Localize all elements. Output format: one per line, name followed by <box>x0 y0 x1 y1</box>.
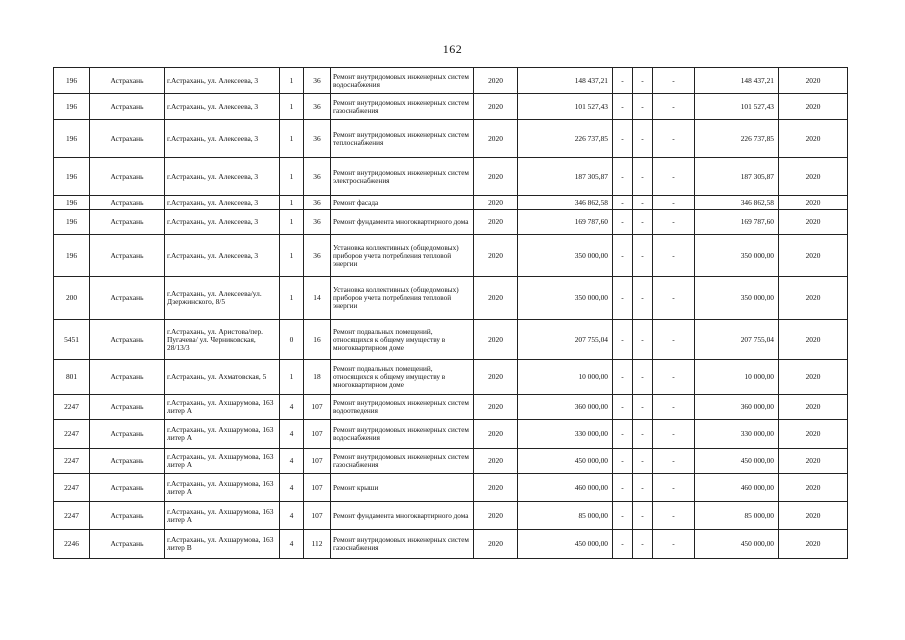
row-number-cell: 2247 <box>54 502 90 530</box>
work-type-cell: Установка коллективных (общедомовых) приборов учета потребления тепловой энергии <box>331 277 474 320</box>
year-cell: 2020 <box>474 449 518 474</box>
completion-year-cell: 2020 <box>779 94 848 120</box>
apartments-cell: 36 <box>304 120 331 158</box>
city-cell: Астрахань <box>90 360 165 395</box>
entrances-cell: 4 <box>280 502 304 530</box>
cost-cell: 101 527,43 <box>518 94 613 120</box>
year-cell: 2020 <box>474 420 518 449</box>
apartments-cell: 36 <box>304 158 331 196</box>
city-cell: Астрахань <box>90 158 165 196</box>
work-type-cell: Ремонт внутридомовых инженерных систем водоотведения <box>331 395 474 420</box>
dash-cell: - <box>633 158 653 196</box>
dash-cell: - <box>613 395 633 420</box>
dash-cell: - <box>613 120 633 158</box>
work-type-cell: Ремонт фундамента многоквартирного дома <box>331 210 474 235</box>
cost-cell: 360 000,00 <box>518 395 613 420</box>
address-cell: г.Астрахань, ул. Алексеева/ул. Дзержинского, 8/5 <box>165 277 280 320</box>
dash-cell: - <box>613 502 633 530</box>
dash-cell: - <box>613 449 633 474</box>
dash-cell: - <box>653 395 695 420</box>
year-cell: 2020 <box>474 158 518 196</box>
capital-repair-table <box>53 67 848 559</box>
dash-cell: - <box>653 210 695 235</box>
work-type-cell: Ремонт внутридомовых инженерных систем водоснабжения <box>331 68 474 94</box>
dash-cell: - <box>653 530 695 559</box>
work-type-cell: Ремонт фасада <box>331 196 474 210</box>
city-cell: Астрахань <box>90 196 165 210</box>
dash-cell: - <box>613 210 633 235</box>
dash-cell: - <box>633 196 653 210</box>
dash-cell: - <box>633 210 653 235</box>
dash-cell: - <box>613 474 633 502</box>
year-cell: 2020 <box>474 530 518 559</box>
table-row <box>54 449 848 474</box>
completion-year-cell: 2020 <box>779 158 848 196</box>
dash-cell: - <box>613 420 633 449</box>
dash-cell: - <box>653 360 695 395</box>
entrances-cell: 1 <box>280 196 304 210</box>
entrances-cell: 1 <box>280 120 304 158</box>
dash-cell: - <box>633 420 653 449</box>
city-cell: Астрахань <box>90 420 165 449</box>
year-cell: 2020 <box>474 502 518 530</box>
cost-total-cell: 350 000,00 <box>695 277 779 320</box>
city-cell: Астрахань <box>90 68 165 94</box>
row-number-cell: 801 <box>54 360 90 395</box>
table-row <box>54 474 848 502</box>
completion-year-cell: 2020 <box>779 320 848 360</box>
entrances-cell: 4 <box>280 395 304 420</box>
entrances-cell: 1 <box>280 68 304 94</box>
table-row <box>54 530 848 559</box>
cost-cell: 330 000,00 <box>518 420 613 449</box>
row-number-cell: 2247 <box>54 395 90 420</box>
work-type-cell: Ремонт крыши <box>331 474 474 502</box>
dash-cell: - <box>633 395 653 420</box>
table-row <box>54 277 848 320</box>
dash-cell: - <box>633 449 653 474</box>
city-cell: Астрахань <box>90 474 165 502</box>
dash-cell: - <box>653 502 695 530</box>
work-type-cell: Ремонт внутридомовых инженерных систем электроснабжения <box>331 158 474 196</box>
city-cell: Астрахань <box>90 449 165 474</box>
completion-year-cell: 2020 <box>779 196 848 210</box>
row-number-cell: 196 <box>54 68 90 94</box>
cost-total-cell: 350 000,00 <box>695 235 779 277</box>
dash-cell: - <box>653 94 695 120</box>
city-cell: Астрахань <box>90 395 165 420</box>
dash-cell: - <box>633 530 653 559</box>
address-cell: г.Астрахань, ул. Алексеева, 3 <box>165 94 280 120</box>
work-type-cell: Ремонт внутридомовых инженерных систем газоснабжения <box>331 94 474 120</box>
cost-total-cell: 450 000,00 <box>695 449 779 474</box>
apartments-cell: 36 <box>304 68 331 94</box>
cost-total-cell: 360 000,00 <box>695 395 779 420</box>
dash-cell: - <box>613 235 633 277</box>
completion-year-cell: 2020 <box>779 360 848 395</box>
dash-cell: - <box>613 320 633 360</box>
address-cell: г.Астрахань, ул. Ахшарумова, 163 литер А <box>165 420 280 449</box>
work-type-cell: Ремонт внутридомовых инженерных систем теплоснабжения <box>331 120 474 158</box>
table-row <box>54 196 848 210</box>
city-cell: Астрахань <box>90 210 165 235</box>
completion-year-cell: 2020 <box>779 395 848 420</box>
cost-cell: 10 000,00 <box>518 360 613 395</box>
dash-cell: - <box>633 277 653 320</box>
cost-total-cell: 148 437,21 <box>695 68 779 94</box>
dash-cell: - <box>633 68 653 94</box>
work-type-cell: Ремонт подвальных помещений, относящихся к общему имуществу в многоквартирном доме <box>331 360 474 395</box>
cost-cell: 169 787,60 <box>518 210 613 235</box>
address-cell: г.Астрахань, ул. Ахшарумова, 163 литер А <box>165 502 280 530</box>
apartments-cell: 107 <box>304 474 331 502</box>
cost-cell: 207 755,04 <box>518 320 613 360</box>
cost-cell: 346 862,58 <box>518 196 613 210</box>
apartments-cell: 107 <box>304 449 331 474</box>
table-row <box>54 68 848 94</box>
dash-cell: - <box>613 94 633 120</box>
year-cell: 2020 <box>474 196 518 210</box>
work-type-cell: Ремонт подвальных помещений, относящихся к общему имуществу в многоквартирном доме <box>331 320 474 360</box>
completion-year-cell: 2020 <box>779 210 848 235</box>
cost-total-cell: 226 737,85 <box>695 120 779 158</box>
table-row <box>54 502 848 530</box>
entrances-cell: 0 <box>280 320 304 360</box>
completion-year-cell: 2020 <box>779 277 848 320</box>
dash-cell: - <box>633 94 653 120</box>
dash-cell: - <box>633 120 653 158</box>
entrances-cell: 1 <box>280 210 304 235</box>
completion-year-cell: 2020 <box>779 420 848 449</box>
dash-cell: - <box>613 68 633 94</box>
entrances-cell: 1 <box>280 360 304 395</box>
table-row <box>54 360 848 395</box>
dash-cell: - <box>613 277 633 320</box>
address-cell: г.Астрахань, ул. Алексеева, 3 <box>165 210 280 235</box>
completion-year-cell: 2020 <box>779 235 848 277</box>
apartments-cell: 107 <box>304 502 331 530</box>
table-row <box>54 210 848 235</box>
entrances-cell: 4 <box>280 474 304 502</box>
apartments-cell: 14 <box>304 277 331 320</box>
dash-cell: - <box>653 420 695 449</box>
address-cell: г.Астрахань, ул. Алексеева, 3 <box>165 235 280 277</box>
address-cell: г.Астрахань, ул. Алексеева, 3 <box>165 158 280 196</box>
dash-cell: - <box>633 360 653 395</box>
work-type-cell: Установка коллективных (общедомовых) приборов учета потребления тепловой энергии <box>331 235 474 277</box>
dash-cell: - <box>653 158 695 196</box>
apartments-cell: 112 <box>304 530 331 559</box>
address-cell: г.Астрахань, ул. Аристова/пер. Пугачева/ ул. Черниковская, 28/13/3 <box>165 320 280 360</box>
city-cell: Астрахань <box>90 277 165 320</box>
dash-cell: - <box>633 474 653 502</box>
table-row <box>54 420 848 449</box>
year-cell: 2020 <box>474 94 518 120</box>
table-body <box>54 68 848 559</box>
cost-cell: 460 000,00 <box>518 474 613 502</box>
entrances-cell: 4 <box>280 420 304 449</box>
table-row <box>54 395 848 420</box>
address-cell: г.Астрахань, ул. Алексеева, 3 <box>165 68 280 94</box>
cost-cell: 85 000,00 <box>518 502 613 530</box>
apartments-cell: 107 <box>304 395 331 420</box>
completion-year-cell: 2020 <box>779 530 848 559</box>
city-cell: Астрахань <box>90 94 165 120</box>
row-number-cell: 2246 <box>54 530 90 559</box>
cost-total-cell: 460 000,00 <box>695 474 779 502</box>
table-row <box>54 235 848 277</box>
apartments-cell: 36 <box>304 235 331 277</box>
dash-cell: - <box>653 449 695 474</box>
completion-year-cell: 2020 <box>779 120 848 158</box>
year-cell: 2020 <box>474 320 518 360</box>
row-number-cell: 5451 <box>54 320 90 360</box>
address-cell: г.Астрахань, ул. Ахшарумова, 163 литер А <box>165 474 280 502</box>
dash-cell: - <box>613 360 633 395</box>
apartments-cell: 16 <box>304 320 331 360</box>
cost-cell: 148 437,21 <box>518 68 613 94</box>
entrances-cell: 1 <box>280 235 304 277</box>
apartments-cell: 36 <box>304 210 331 235</box>
year-cell: 2020 <box>474 474 518 502</box>
row-number-cell: 2247 <box>54 449 90 474</box>
address-cell: г.Астрахань, ул. Ахшарумова, 163 литер В <box>165 530 280 559</box>
entrances-cell: 1 <box>280 277 304 320</box>
cost-total-cell: 187 305,87 <box>695 158 779 196</box>
entrances-cell: 1 <box>280 158 304 196</box>
table-row <box>54 320 848 360</box>
cost-total-cell: 10 000,00 <box>695 360 779 395</box>
row-number-cell: 2247 <box>54 420 90 449</box>
city-cell: Астрахань <box>90 502 165 530</box>
entrances-cell: 1 <box>280 94 304 120</box>
apartments-cell: 18 <box>304 360 331 395</box>
row-number-cell: 196 <box>54 120 90 158</box>
dash-cell: - <box>653 196 695 210</box>
row-number-cell: 196 <box>54 210 90 235</box>
dash-cell: - <box>633 320 653 360</box>
table-row <box>54 94 848 120</box>
row-number-cell: 196 <box>54 94 90 120</box>
address-cell: г.Астрахань, ул. Ахматовская, 5 <box>165 360 280 395</box>
city-cell: Астрахань <box>90 320 165 360</box>
dash-cell: - <box>653 235 695 277</box>
year-cell: 2020 <box>474 360 518 395</box>
work-type-cell: Ремонт внутридомовых инженерных систем водоснабжения <box>331 420 474 449</box>
year-cell: 2020 <box>474 68 518 94</box>
completion-year-cell: 2020 <box>779 474 848 502</box>
year-cell: 2020 <box>474 235 518 277</box>
cost-total-cell: 169 787,60 <box>695 210 779 235</box>
table-row <box>54 120 848 158</box>
dash-cell: - <box>653 320 695 360</box>
dash-cell: - <box>613 530 633 559</box>
cost-cell: 350 000,00 <box>518 235 613 277</box>
apartments-cell: 107 <box>304 420 331 449</box>
cost-total-cell: 346 862,58 <box>695 196 779 210</box>
city-cell: Астрахань <box>90 530 165 559</box>
address-cell: г.Астрахань, ул. Алексеева, 3 <box>165 120 280 158</box>
cost-total-cell: 330 000,00 <box>695 420 779 449</box>
dash-cell: - <box>633 502 653 530</box>
row-number-cell: 200 <box>54 277 90 320</box>
work-type-cell: Ремонт внутридомовых инженерных систем газоснабжения <box>331 530 474 559</box>
cost-total-cell: 85 000,00 <box>695 502 779 530</box>
year-cell: 2020 <box>474 210 518 235</box>
address-cell: г.Астрахань, ул. Ахшарумова, 163 литер А <box>165 449 280 474</box>
dash-cell: - <box>653 120 695 158</box>
table-row <box>54 158 848 196</box>
year-cell: 2020 <box>474 120 518 158</box>
dash-cell: - <box>653 68 695 94</box>
cost-cell: 226 737,85 <box>518 120 613 158</box>
row-number-cell: 196 <box>54 235 90 277</box>
dash-cell: - <box>613 158 633 196</box>
cost-total-cell: 207 755,04 <box>695 320 779 360</box>
address-cell: г.Астрахань, ул. Алексеева, 3 <box>165 196 280 210</box>
work-type-cell: Ремонт фундамента многоквартирного дома <box>331 502 474 530</box>
row-number-cell: 196 <box>54 196 90 210</box>
city-cell: Астрахань <box>90 120 165 158</box>
cost-total-cell: 450 000,00 <box>695 530 779 559</box>
year-cell: 2020 <box>474 277 518 320</box>
cost-total-cell: 101 527,43 <box>695 94 779 120</box>
dash-cell: - <box>613 196 633 210</box>
entrances-cell: 4 <box>280 530 304 559</box>
cost-cell: 350 000,00 <box>518 277 613 320</box>
cost-cell: 450 000,00 <box>518 530 613 559</box>
cost-cell: 450 000,00 <box>518 449 613 474</box>
work-type-cell: Ремонт внутридомовых инженерных систем газоснабжения <box>331 449 474 474</box>
completion-year-cell: 2020 <box>779 502 848 530</box>
apartments-cell: 36 <box>304 94 331 120</box>
year-cell: 2020 <box>474 395 518 420</box>
address-cell: г.Астрахань, ул. Ахшарумова, 163 литер А <box>165 395 280 420</box>
entrances-cell: 4 <box>280 449 304 474</box>
cost-cell: 187 305,87 <box>518 158 613 196</box>
city-cell: Астрахань <box>90 235 165 277</box>
row-number-cell: 196 <box>54 158 90 196</box>
dash-cell: - <box>653 474 695 502</box>
page-number: 162 <box>442 42 463 56</box>
completion-year-cell: 2020 <box>779 68 848 94</box>
dash-cell: - <box>653 277 695 320</box>
apartments-cell: 36 <box>304 196 331 210</box>
dash-cell: - <box>633 235 653 277</box>
row-number-cell: 2247 <box>54 474 90 502</box>
completion-year-cell: 2020 <box>779 449 848 474</box>
